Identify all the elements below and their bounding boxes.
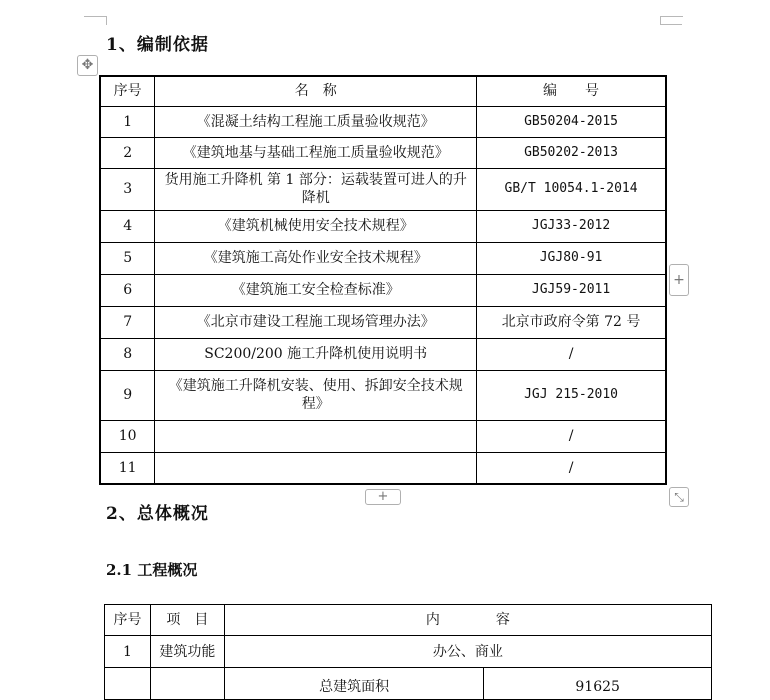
row-name <box>155 452 477 484</box>
table-resize-handle[interactable] <box>669 487 689 507</box>
plus-icon: + <box>673 272 685 288</box>
row-index: 6 <box>100 274 155 306</box>
row-index: 3 <box>100 168 155 210</box>
row-index-empty <box>105 668 151 700</box>
table-row <box>100 306 666 338</box>
header-name: 名 称 <box>155 76 477 106</box>
row-name <box>155 420 477 452</box>
header-index: 序号 <box>105 605 151 636</box>
row-code: JGJ80-91 <box>477 242 666 274</box>
plus-icon: + <box>377 489 389 504</box>
row-index: 9 <box>100 370 155 420</box>
row-name: 《混凝土结构工程施工质量验收规范》 <box>155 106 477 137</box>
table-row <box>100 420 666 452</box>
move-icon: ✥ <box>81 57 94 73</box>
row-name: 《建筑施工升降机安装、使用、拆卸安全技术规程》 <box>155 370 477 420</box>
table-move-handle[interactable] <box>77 55 98 76</box>
header-item: 项 目 <box>150 605 224 636</box>
row-code: / <box>477 338 666 370</box>
row-code: GB/T 10054.1-2014 <box>477 168 666 210</box>
table-row <box>100 168 666 210</box>
row-code: GB50202-2013 <box>477 137 666 168</box>
table-header-row <box>100 76 666 106</box>
table-row <box>100 106 666 137</box>
row-index: 1 <box>100 106 155 137</box>
row-name: SC200/200 施工升降机使用说明书 <box>155 338 477 370</box>
row-index: 4 <box>100 210 155 242</box>
row-name: 《建筑施工安全检查标准》 <box>155 274 477 306</box>
row-index: 1 <box>105 636 151 668</box>
add-column-button[interactable] <box>669 264 689 296</box>
row-index: 11 <box>100 452 155 484</box>
row-code: GB50204-2015 <box>477 106 666 137</box>
row-item: 建筑功能 <box>150 636 224 668</box>
table-row <box>100 137 666 168</box>
row-label: 总建筑面积 <box>224 668 483 700</box>
add-row-button[interactable] <box>365 489 401 505</box>
row-name: 《北京市建设工程施工现场管理办法》 <box>155 306 477 338</box>
row-content: 办公、商业 <box>224 636 711 668</box>
page-corner-mark-left-top <box>84 16 106 17</box>
row-code: / <box>477 452 666 484</box>
project-overview-table <box>104 604 712 700</box>
section-2-heading: 2、总体概况 <box>106 504 209 524</box>
header-index: 序号 <box>100 76 155 106</box>
section-2-1-heading: 2.1 工程概况 <box>106 561 198 579</box>
resize-icon: ⤡ <box>674 490 684 504</box>
table-row <box>100 338 666 370</box>
header-code: 编 号 <box>477 76 666 106</box>
table-row <box>100 274 666 306</box>
table-row <box>100 370 666 420</box>
table-row <box>105 668 712 700</box>
header-content: 内 容 <box>224 605 711 636</box>
row-code: 北京市政府令第 72 号 <box>477 306 666 338</box>
reference-standards-table <box>99 75 667 485</box>
row-name: 《建筑地基与基础工程施工质量验收规范》 <box>155 137 477 168</box>
row-value: 91625 <box>484 668 712 700</box>
row-name: 《建筑施工高处作业安全技术规程》 <box>155 242 477 274</box>
row-index: 7 <box>100 306 155 338</box>
table-row <box>100 242 666 274</box>
page-corner-mark-right-bottom <box>660 24 682 25</box>
row-index: 8 <box>100 338 155 370</box>
section-1-heading: 1、编制依据 <box>106 35 209 55</box>
row-code: / <box>477 420 666 452</box>
row-name: 货用施工升降机 第 1 部分：运载装置可进人的升降机 <box>155 168 477 210</box>
row-code: JGJ 215-2010 <box>477 370 666 420</box>
row-code: JGJ33-2012 <box>477 210 666 242</box>
page-corner-mark-left <box>84 16 107 25</box>
table-header-row <box>105 605 712 636</box>
row-code: JGJ59-2011 <box>477 274 666 306</box>
table-row <box>100 210 666 242</box>
row-index: 10 <box>100 420 155 452</box>
row-index: 5 <box>100 242 155 274</box>
row-name: 《建筑机械使用安全技术规程》 <box>155 210 477 242</box>
row-index: 2 <box>100 137 155 168</box>
row-item-empty <box>150 668 224 700</box>
table-row <box>100 452 666 484</box>
table-row <box>105 636 712 668</box>
